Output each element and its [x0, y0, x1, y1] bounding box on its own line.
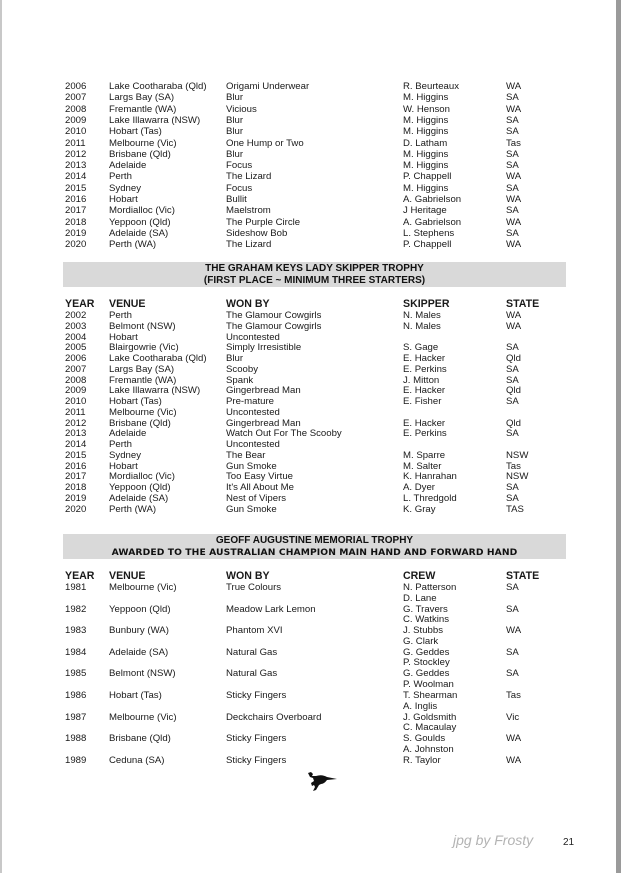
header-crew: CREW: [403, 570, 436, 582]
table-row: [0, 217, 621, 228]
table-row: [0, 712, 621, 723]
cell-state: SA: [506, 92, 519, 104]
cell-year: 1983: [65, 625, 87, 637]
cell-year: 2016: [65, 194, 87, 205]
table-row: [0, 205, 621, 216]
cell-state: NSW: [506, 471, 529, 483]
cell-crew-main-hand: N. Patterson: [403, 582, 457, 593]
cell-skipper: M. Sparre: [403, 449, 446, 461]
table-row: [0, 342, 621, 353]
cell-venue: Adelaide: [109, 428, 147, 440]
cell-won-by: Blur: [226, 353, 244, 364]
cell-year: 1981: [65, 582, 87, 593]
cell-crew-main-hand: S. Goulds: [403, 733, 446, 745]
cell-skipper: M. Higgins: [403, 126, 449, 138]
cell-won-by: The Glamour Cowgirls: [226, 310, 322, 321]
cell-year: 2013: [65, 428, 87, 440]
cell-won-by: Blur: [226, 126, 244, 138]
cell-skipper: L. Stephens: [403, 227, 455, 239]
cell-skipper: D. Latham: [403, 137, 448, 149]
cell-state: SA: [506, 374, 519, 386]
cell-state: SA: [506, 396, 519, 407]
cell-crew-forward-hand: C. Watkins: [403, 614, 450, 626]
cell-crew-forward-hand: C. Macaulay: [403, 722, 457, 734]
cell-state: SA: [506, 182, 519, 194]
cell-state: SA: [506, 646, 519, 658]
table-row: [0, 194, 621, 205]
cell-year: 1989: [65, 754, 87, 766]
table-row: [0, 407, 621, 418]
cell-year: 2009: [65, 385, 87, 397]
cell-year: 2012: [65, 148, 87, 160]
cell-year: 1986: [65, 690, 87, 701]
table-row: [0, 239, 621, 250]
cell-venue: Perth: [109, 439, 132, 450]
table-row: [0, 126, 621, 137]
table-row-crew-continuation: [0, 701, 621, 712]
cell-state: Qld: [506, 417, 521, 429]
cell-year: 1987: [65, 711, 87, 723]
cell-skipper: M. Higgins: [403, 92, 449, 104]
cell-year: 2008: [65, 103, 87, 115]
cell-state: TAS: [506, 503, 524, 515]
cell-state: Qld: [506, 385, 521, 397]
cell-state: WA: [506, 171, 522, 183]
cell-venue: Bunbury (WA): [109, 625, 169, 637]
cell-crew-forward-hand: A. Johnston: [403, 743, 454, 755]
cell-venue: Yeppoon (Qld): [109, 482, 171, 493]
cell-won-by: The Lizard: [226, 239, 272, 251]
cell-state: SA: [506, 492, 519, 504]
cell-skipper: L. Thredgold: [403, 492, 457, 504]
cell-won-by: Maelstrom: [226, 205, 271, 217]
table-row: [0, 450, 621, 461]
table-row: [0, 461, 621, 472]
cell-venue: Mordialloc (Vic): [109, 205, 175, 217]
cell-skipper: K. Gray: [403, 503, 436, 515]
table-row: [0, 353, 621, 364]
table-row: [0, 160, 621, 171]
cell-year: 2019: [65, 227, 87, 239]
cell-venue: Melbourne (Vic): [109, 406, 177, 418]
cell-venue: Perth (WA): [109, 503, 157, 515]
cell-year: 2020: [65, 503, 87, 515]
cell-skipper: M. Higgins: [403, 114, 449, 126]
cell-state: SA: [506, 428, 519, 440]
cell-won-by: Origami Underwear: [226, 81, 310, 92]
cell-venue: Blairgowrie (Vic): [109, 342, 179, 354]
table-row: [0, 428, 621, 439]
cell-skipper: W. Henson: [403, 103, 450, 115]
cell-venue: Hobart (Tas): [109, 126, 162, 138]
cell-skipper: S. Gage: [403, 342, 439, 354]
header-state: STATE: [506, 298, 540, 310]
cell-state: Tas: [506, 460, 521, 472]
cell-skipper: K. Hanrahan: [403, 471, 457, 483]
table-row: [0, 138, 621, 149]
cell-skipper: A. Gabrielson: [403, 194, 462, 205]
cell-state: SA: [506, 582, 519, 593]
augustine-table-header: [0, 571, 621, 582]
cell-state: SA: [506, 363, 519, 375]
cell-skipper: N. Males: [403, 310, 441, 321]
cell-venue: Fremantle (WA): [109, 103, 177, 115]
cell-state: WA: [506, 310, 522, 321]
cell-year: 2004: [65, 331, 87, 343]
cell-state: WA: [506, 239, 522, 251]
augustine-trophy-title: GEOFF AUGUSTINE MEMORIAL TROPHY: [215, 535, 414, 546]
cell-crew-forward-hand: G. Clark: [403, 635, 439, 647]
cell-crew-main-hand: J. Goldsmith: [403, 711, 457, 723]
cell-year: 2006: [65, 81, 87, 92]
cell-venue: Mordialloc (Vic): [109, 471, 175, 483]
cell-year: 2010: [65, 396, 87, 407]
cell-won-by: Uncontested: [226, 331, 280, 343]
cell-won-by: Gingerbread Man: [226, 385, 301, 397]
table-row: [0, 482, 621, 493]
cell-venue: Lake Cootharaba (Qld): [109, 353, 207, 364]
cell-won-by: Gun Smoke: [226, 460, 277, 472]
cell-skipper: P. Chappell: [403, 239, 452, 251]
cell-skipper: E. Hacker: [403, 353, 446, 364]
cell-venue: Adelaide: [109, 160, 147, 172]
header-venue: VENUE: [109, 298, 146, 310]
cell-venue: Lake Illawarra (NSW): [109, 114, 201, 126]
augustine-trophy-banner: [63, 534, 566, 559]
cell-state: Qld: [506, 353, 521, 364]
cell-won-by: Blur: [226, 148, 244, 160]
table-row: [0, 321, 621, 332]
cell-venue: Melbourne (Vic): [109, 582, 177, 593]
table-row-crew-continuation: [0, 744, 621, 755]
cell-year: 2009: [65, 114, 87, 126]
table-row: [0, 690, 621, 701]
cell-venue: Yeppoon (Qld): [109, 603, 171, 615]
cell-venue: Melbourne (Vic): [109, 711, 177, 723]
cell-venue: Belmont (NSW): [109, 668, 176, 680]
cell-venue: Hobart: [109, 331, 138, 343]
cell-year: 2006: [65, 353, 87, 364]
cell-state: SA: [506, 160, 519, 172]
cell-venue: Yeppoon (Qld): [109, 216, 171, 228]
cell-crew-main-hand: G. Travers: [403, 603, 448, 615]
table-row: [0, 396, 621, 407]
cell-state: WA: [506, 81, 522, 92]
cell-state: WA: [506, 733, 522, 745]
cell-year: 2002: [65, 310, 87, 321]
lady-skipper-trophy-subtitle: (FIRST PLACE ~ MINIMUM THREE STARTERS): [203, 275, 426, 286]
lady-skipper-trophy-title: THE GRAHAM KEYS LADY SKIPPER TROPHY: [205, 263, 424, 274]
cell-won-by: Blur: [226, 92, 244, 104]
cell-year: 2012: [65, 417, 87, 429]
cell-year: 2015: [65, 182, 87, 194]
cell-state: WA: [506, 320, 522, 332]
cell-year: 2020: [65, 239, 87, 251]
cell-year: 2014: [65, 439, 87, 450]
cell-won-by: Sticky Fingers: [226, 754, 287, 766]
cell-won-by: Focus: [226, 182, 253, 194]
cell-year: 2008: [65, 374, 87, 386]
cell-venue: Sydney: [109, 182, 141, 194]
cell-skipper: A. Dyer: [403, 482, 435, 493]
table-row: [0, 418, 621, 429]
cell-won-by: Natural Gas: [226, 646, 278, 658]
cell-skipper: E. Fisher: [403, 396, 442, 407]
cell-won-by: Phantom XVI: [226, 625, 283, 637]
cell-state: Tas: [506, 690, 521, 701]
cell-venue: Lake Illawarra (NSW): [109, 385, 201, 397]
cell-year: 2016: [65, 460, 87, 472]
cell-venue: Perth: [109, 310, 132, 321]
table-row: [0, 504, 621, 515]
cell-won-by: It's All About Me: [226, 482, 294, 493]
cell-state: SA: [506, 114, 519, 126]
cell-skipper: R. Beurteaux: [403, 81, 459, 92]
cell-year: 2011: [65, 137, 86, 149]
cell-won-by: Focus: [226, 160, 253, 172]
cell-year: 2003: [65, 320, 87, 332]
cell-venue: Hobart (Tas): [109, 690, 162, 701]
cell-year: 2018: [65, 482, 87, 493]
cell-skipper: E. Perkins: [403, 428, 447, 440]
table-row-crew-continuation: [0, 657, 621, 668]
cell-state: SA: [506, 227, 519, 239]
cell-crew-forward-hand: D. Lane: [403, 592, 437, 604]
cell-won-by: Spank: [226, 374, 254, 386]
table-row: [0, 364, 621, 375]
cell-won-by: Uncontested: [226, 439, 280, 450]
cell-year: 2011: [65, 406, 86, 418]
cell-won-by: Blur: [226, 114, 244, 126]
table-row: [0, 582, 621, 593]
cell-won-by: Natural Gas: [226, 668, 278, 680]
table-row: [0, 385, 621, 396]
cell-skipper: M. Higgins: [403, 182, 449, 194]
cell-venue: Perth: [109, 171, 132, 183]
cell-crew-main-hand: G. Geddes: [403, 646, 450, 658]
cell-venue: Adelaide (SA): [109, 492, 169, 504]
cell-venue: Sydney: [109, 449, 141, 461]
cell-crew-main-hand: G. Geddes: [403, 668, 450, 680]
cell-crew-forward-hand: A. Inglis: [403, 700, 438, 712]
table-row-crew-continuation: [0, 593, 621, 604]
cell-state: SA: [506, 126, 519, 138]
table-row: [0, 647, 621, 658]
cell-year: 2013: [65, 160, 87, 172]
cell-won-by: Nest of Vipers: [226, 492, 287, 504]
cell-year: 2007: [65, 92, 87, 104]
cell-state: NSW: [506, 449, 529, 461]
cell-state: WA: [506, 103, 522, 115]
table-row: [0, 471, 621, 482]
table-row: [0, 104, 621, 115]
header-year: YEAR: [65, 570, 95, 582]
cell-won-by: Meadow Lark Lemon: [226, 603, 316, 615]
cell-state: SA: [506, 603, 519, 615]
cell-venue: Largs Bay (SA): [109, 363, 175, 375]
cell-state: SA: [506, 148, 519, 160]
cell-year: 1984: [65, 646, 87, 658]
lady-skipper-table-header: [0, 299, 621, 310]
cell-skipper: J. Mitton: [403, 374, 440, 386]
cell-year: 1985: [65, 668, 87, 680]
cell-won-by: Uncontested: [226, 406, 280, 418]
table-row: [0, 439, 621, 450]
cell-state: SA: [506, 205, 519, 217]
header-skipper: SKIPPER: [403, 298, 450, 310]
cell-venue: Fremantle (WA): [109, 374, 177, 386]
table-row: [0, 228, 621, 239]
cell-won-by: Gingerbread Man: [226, 417, 301, 429]
cell-state: SA: [506, 668, 519, 680]
cell-venue: Adelaide (SA): [109, 646, 169, 658]
cell-crew-forward-hand: P. Woolman: [403, 679, 454, 690]
cell-venue: Adelaide (SA): [109, 227, 169, 239]
cell-state: SA: [506, 342, 519, 354]
table-row: [0, 625, 621, 636]
cell-year: 2010: [65, 126, 87, 138]
cell-won-by: The Lizard: [226, 171, 272, 183]
table-row: [0, 332, 621, 343]
cell-skipper: N. Males: [403, 320, 441, 332]
cell-won-by: Deckchairs Overboard: [226, 711, 322, 723]
cell-skipper: E. Hacker: [403, 417, 446, 429]
cell-skipper: E. Hacker: [403, 385, 446, 397]
table-row: [0, 375, 621, 386]
cell-venue: Brisbane (Qld): [109, 417, 171, 429]
cell-won-by: One Hump or Two: [226, 137, 304, 149]
cell-year: 2007: [65, 363, 87, 375]
cell-venue: Hobart (Tas): [109, 396, 162, 407]
cell-won-by: The Purple Circle: [226, 216, 301, 228]
cell-state: WA: [506, 754, 522, 766]
cell-year: 1982: [65, 603, 87, 615]
cell-venue: Brisbane (Qld): [109, 148, 171, 160]
cell-skipper: M. Higgins: [403, 148, 449, 160]
cell-year: 2015: [65, 449, 87, 461]
cell-venue: Belmont (NSW): [109, 320, 176, 332]
cell-year: 2019: [65, 492, 87, 504]
cell-won-by: Too Easy Virtue: [226, 471, 294, 483]
table-row: [0, 604, 621, 615]
cell-skipper: J Heritage: [403, 205, 447, 217]
cell-skipper: A. Gabrielson: [403, 216, 462, 228]
cell-won-by: Scooby: [226, 363, 258, 375]
cell-venue: Hobart: [109, 460, 138, 472]
cell-crew-main-hand: T. Shearman: [403, 690, 458, 701]
cell-won-by: Vicious: [226, 103, 257, 115]
cell-year: 2014: [65, 171, 87, 183]
cell-state: Tas: [506, 137, 521, 149]
table-row: [0, 310, 621, 321]
footer-credit: jpg by Frosty: [453, 832, 534, 848]
cell-won-by: Simply Irresistible: [226, 342, 302, 354]
cell-state: SA: [506, 482, 519, 493]
header-year: YEAR: [65, 298, 95, 310]
cell-venue: Lake Cootharaba (Qld): [109, 81, 207, 92]
cell-year: 2018: [65, 216, 87, 228]
cell-year: 2005: [65, 342, 87, 354]
table-row: [0, 92, 621, 103]
cell-skipper: P. Chappell: [403, 171, 452, 183]
cell-won-by: Sideshow Bob: [226, 227, 288, 239]
table-row: [0, 183, 621, 194]
table-row-crew-continuation: [0, 679, 621, 690]
cell-crew-main-hand: R. Taylor: [403, 754, 441, 766]
cell-year: 1988: [65, 733, 87, 745]
cell-won-by: Watch Out For The Scooby: [226, 428, 342, 440]
cell-won-by: Sticky Fingers: [226, 733, 287, 745]
table-row: [0, 733, 621, 744]
lady-skipper-trophy-banner: [63, 262, 566, 287]
augustine-trophy-subtitle: AWARDED TO THE AUSTRALIAN CHAMPION MAIN HAND AND FORWARD HAND: [111, 547, 518, 558]
cell-venue: Largs Bay (SA): [109, 92, 175, 104]
cell-state: Vic: [506, 711, 520, 723]
table-row: [0, 171, 621, 182]
header-state: STATE: [506, 570, 540, 582]
table-row: [0, 755, 621, 766]
table-row-crew-continuation: [0, 722, 621, 733]
cell-won-by: Sticky Fingers: [226, 690, 287, 701]
cell-won-by: True Colours: [226, 582, 282, 593]
kangaroo-icon: [304, 770, 338, 794]
cell-skipper: E. Perkins: [403, 363, 447, 375]
cell-venue: Brisbane (Qld): [109, 733, 171, 745]
cell-won-by: Pre-mature: [226, 396, 274, 407]
table-row: [0, 81, 621, 92]
table-row: [0, 115, 621, 126]
cell-venue: Hobart: [109, 194, 138, 205]
cell-won-by: The Glamour Cowgirls: [226, 320, 322, 332]
header-won-by: WON BY: [226, 298, 270, 310]
cell-state: WA: [506, 625, 522, 637]
cell-won-by: The Bear: [226, 449, 266, 461]
cell-state: WA: [506, 216, 522, 228]
cell-crew-forward-hand: P. Stockley: [403, 657, 450, 669]
cell-venue: Melbourne (Vic): [109, 137, 177, 149]
page-number: 21: [563, 837, 575, 848]
header-won-by: WON BY: [226, 570, 270, 582]
cell-crew-main-hand: J. Stubbs: [403, 625, 443, 637]
cell-won-by: Gun Smoke: [226, 503, 277, 515]
cell-state: WA: [506, 194, 522, 205]
cell-skipper: M. Salter: [403, 460, 442, 472]
cell-year: 2017: [65, 471, 87, 483]
cell-venue: Ceduna (SA): [109, 754, 165, 766]
cell-venue: Perth (WA): [109, 239, 157, 251]
cell-won-by: Bullit: [226, 194, 247, 205]
cell-year: 2017: [65, 205, 87, 217]
table-row: [0, 149, 621, 160]
cell-skipper: M. Higgins: [403, 160, 449, 172]
table-row: [0, 668, 621, 679]
table-row-crew-continuation: [0, 614, 621, 625]
table-row: [0, 493, 621, 504]
table-row-crew-continuation: [0, 636, 621, 647]
header-venue: VENUE: [109, 570, 146, 582]
